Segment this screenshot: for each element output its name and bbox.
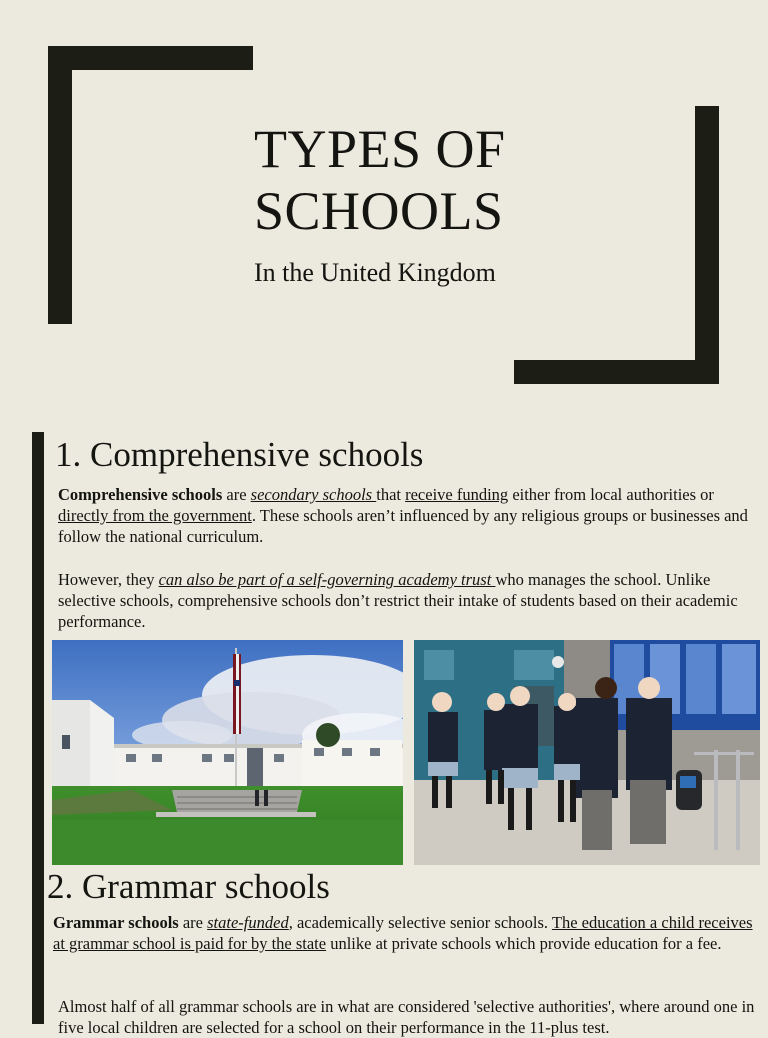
text-run: However, they <box>58 570 159 589</box>
section1-paragraph-2 <box>58 569 748 632</box>
text-run: that <box>376 485 406 504</box>
link-receive-funding[interactable]: receive funding <box>405 485 509 504</box>
link-academy-trust[interactable]: can also be part of a self-governing academy trust <box>158 570 496 589</box>
link-education-paid-by-state[interactable]: The education a child receives at grammar school is paid for by the state <box>53 913 753 953</box>
title-line-1: TYPES OF <box>254 119 506 179</box>
section2-bold-term: Grammar schools <box>53 913 179 932</box>
page-subtitle: In the United Kingdom <box>254 258 496 287</box>
title-line-2: SCHOOLS <box>254 181 504 241</box>
link-directly-from-government[interactable]: directly from the government <box>58 506 252 525</box>
frame-bottom-right-horizontal <box>514 360 719 384</box>
link-state-funded[interactable]: state-funded <box>207 913 289 932</box>
text-run: . These schools aren’t influenced by any religious groups or businesses and follow the national curriculum. <box>58 506 748 546</box>
frame-top-left-vertical <box>48 46 72 324</box>
page-title <box>254 118 554 242</box>
text-run: unlike at private schools which provide education for a fee. <box>326 934 722 953</box>
text-run: Almost half of all grammar schools are in what are considered 'selective authorities', where around one in five local children are selected for a school on their performance in the 11-plus test. <box>58 997 755 1037</box>
content-left-bar <box>32 432 44 1024</box>
section1-bold-term: Comprehensive schools <box>58 485 223 504</box>
text-run: are <box>178 913 208 932</box>
school-building-photo <box>52 640 403 865</box>
section1-paragraph-1 <box>58 484 748 547</box>
text-run: are <box>222 485 251 504</box>
frame-top-left-horizontal <box>48 46 253 70</box>
link-secondary-schools[interactable]: secondary schools <box>250 485 377 504</box>
text-run: either from local authorities or <box>508 485 714 504</box>
text-run: who manages the school. Unlike selective schools, comprehensive schools don’t restrict their intake of students based on their academic performance. <box>58 570 738 631</box>
section2-paragraph-2 <box>58 996 758 1038</box>
students-in-uniform-photo <box>414 640 760 865</box>
section1-heading: 1. Comprehensive schools <box>55 435 424 474</box>
text-run: , academically selective senior schools. <box>288 913 552 932</box>
frame-bottom-right-vertical <box>695 106 719 384</box>
section2-heading: 2. Grammar schools <box>47 867 330 906</box>
section2-paragraph-1 <box>53 912 763 954</box>
